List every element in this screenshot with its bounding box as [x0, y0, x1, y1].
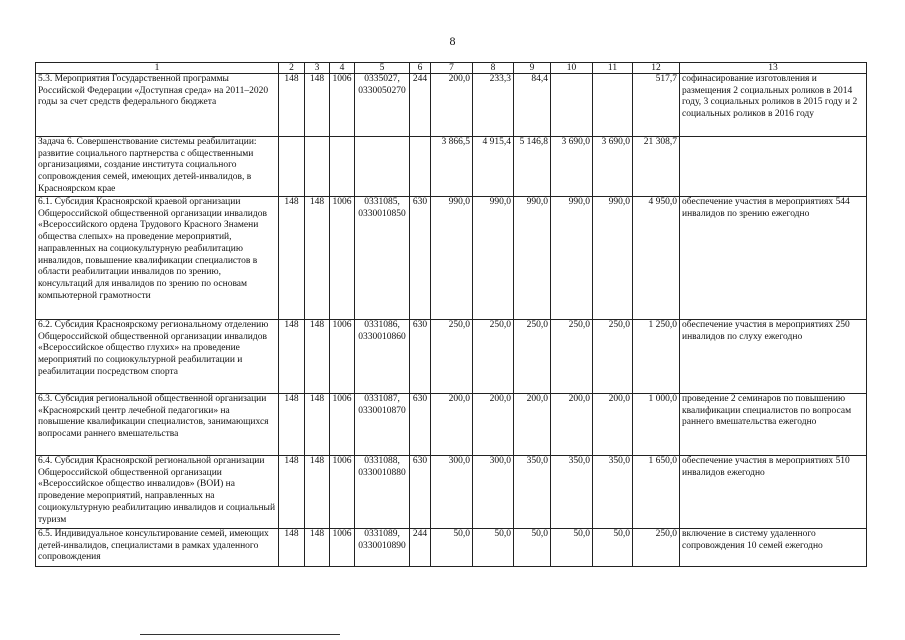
value-cell: 148 [305, 394, 330, 456]
value-cell: 200,0 [593, 394, 633, 456]
value-cell: 990,0 [473, 197, 514, 320]
result-cell: софинасирование изготовления и размещения 2 социальных роликов в 2014 году, 3 социальных роликов в 2015 году и 2 социальных роликов в 2016 году [680, 74, 867, 137]
table-row [36, 456, 867, 529]
value-cell [279, 137, 305, 197]
table-row [36, 394, 867, 456]
value-cell: 350,0 [593, 456, 633, 529]
value-cell: 250,0 [514, 320, 551, 394]
value-cell: 250,0 [593, 320, 633, 394]
value-cell: 3 690,0 [593, 137, 633, 197]
value-cell: 0331088, 0330010880 [355, 456, 410, 529]
value-cell: 630 [410, 197, 431, 320]
value-cell: 350,0 [551, 456, 593, 529]
column-number: 4 [330, 63, 355, 74]
value-cell: 148 [279, 529, 305, 567]
result-cell: проведение 2 семинаров по повышению квалификации специалистов по вопросам раннего вмешательства ежегодно [680, 394, 867, 456]
value-cell: 244 [410, 529, 431, 567]
value-cell: 200,0 [431, 394, 473, 456]
column-number: 12 [633, 63, 680, 74]
column-number-row [36, 63, 867, 74]
value-cell: 148 [279, 456, 305, 529]
value-cell: 1 650,0 [633, 456, 680, 529]
column-number: 7 [431, 63, 473, 74]
value-cell: 1006 [330, 74, 355, 137]
value-cell: 200,0 [431, 74, 473, 137]
table-row [36, 529, 867, 567]
activity-cell: 6.2. Субсидия Красноярскому региональному отделению Общероссийской общественной организации инвалидов «Всероссийское общество глухих» на проведение мероприятий по социокультурной реабилитации и реабилитации посредством спорта [36, 320, 279, 394]
value-cell [410, 137, 431, 197]
value-cell: 200,0 [473, 394, 514, 456]
column-number: 6 [410, 63, 431, 74]
value-cell: 5 146,8 [514, 137, 551, 197]
value-cell: 250,0 [551, 320, 593, 394]
value-cell: 148 [279, 197, 305, 320]
value-cell: 350,0 [514, 456, 551, 529]
result-cell [680, 137, 867, 197]
value-cell: 3 690,0 [551, 137, 593, 197]
value-cell: 50,0 [473, 529, 514, 567]
value-cell: 990,0 [431, 197, 473, 320]
value-cell: 233,3 [473, 74, 514, 137]
value-cell: 630 [410, 394, 431, 456]
value-cell: 148 [305, 197, 330, 320]
result-cell: обеспечение участия в мероприятиях 510 инвалидов ежегодно [680, 456, 867, 529]
column-number: 11 [593, 63, 633, 74]
value-cell: 0331085, 0330010850 [355, 197, 410, 320]
value-cell: 148 [305, 529, 330, 567]
column-number: 5 [355, 63, 410, 74]
value-cell: 1006 [330, 529, 355, 567]
result-cell: обеспечение участия в мероприятиях 250 инвалидов по слуху ежегодно [680, 320, 867, 394]
value-cell: 4 915,4 [473, 137, 514, 197]
value-cell: 84,4 [514, 74, 551, 137]
value-cell: 630 [410, 320, 431, 394]
value-cell: 0331086, 0330010860 [355, 320, 410, 394]
page-number: 8 [449, 34, 456, 48]
value-cell: 148 [305, 320, 330, 394]
activity-cell: 6.5. Индивидуальное консультирование семей, имеющих детей-инвалидов, специалистами в рамках удаленного сопровождения [36, 529, 279, 567]
activity-cell: 6.1. Субсидия Красноярской краевой организации Общероссийской общественной организации инвалидов «Всероссийского ордена Трудового Красного Знамени общества слепых» на проведение мероприятий, направленных на социокультурную реабилитацию инвалидов, повышение квалификации специалистов в области реабилитации инвалидов по зрению, консультаций для инвалидов по зрению по основам компьютерной грамотности [36, 197, 279, 320]
value-cell: 0331089, 0330010890 [355, 529, 410, 567]
value-cell: 250,0 [473, 320, 514, 394]
value-cell [330, 137, 355, 197]
value-cell: 1006 [330, 456, 355, 529]
value-cell: 148 [279, 74, 305, 137]
column-number: 10 [551, 63, 593, 74]
value-cell: 244 [410, 74, 431, 137]
program-table [35, 62, 867, 567]
table-row [36, 320, 867, 394]
value-cell: 50,0 [593, 529, 633, 567]
value-cell [593, 74, 633, 137]
column-number: 2 [279, 63, 305, 74]
value-cell: 50,0 [514, 529, 551, 567]
table-row [36, 74, 867, 137]
column-number: 13 [680, 63, 867, 74]
value-cell: 990,0 [551, 197, 593, 320]
table-row [36, 137, 867, 197]
value-cell: 250,0 [431, 320, 473, 394]
column-number: 9 [514, 63, 551, 74]
value-cell: 990,0 [514, 197, 551, 320]
footer-rule [140, 634, 340, 635]
value-cell: 148 [279, 320, 305, 394]
result-cell: обеспечение участия в мероприятиях 544 инвалидов по зрению ежегодно [680, 197, 867, 320]
value-cell: 148 [279, 394, 305, 456]
value-cell [305, 137, 330, 197]
value-cell: 3 866,5 [431, 137, 473, 197]
value-cell: 148 [305, 74, 330, 137]
value-cell: 1006 [330, 394, 355, 456]
result-cell: включение в систему удаленного сопровождения 10 семей ежегодно [680, 529, 867, 567]
value-cell: 630 [410, 456, 431, 529]
value-cell: 50,0 [551, 529, 593, 567]
value-cell [551, 74, 593, 137]
column-number: 1 [36, 63, 279, 74]
value-cell: 200,0 [551, 394, 593, 456]
column-number: 3 [305, 63, 330, 74]
value-cell: 200,0 [514, 394, 551, 456]
value-cell: 21 308,7 [633, 137, 680, 197]
activity-cell: 6.4. Субсидия Красноярской региональной организации Общероссийской общественной организации «Всероссийское общество инвалидов» (ВОИ) на проведение мероприятий, направленных на социокультурную реабилитацию инвалидов и социальный туризм [36, 456, 279, 529]
value-cell: 50,0 [431, 529, 473, 567]
value-cell: 1 250,0 [633, 320, 680, 394]
value-cell: 1 000,0 [633, 394, 680, 456]
value-cell: 4 950,0 [633, 197, 680, 320]
value-cell: 300,0 [473, 456, 514, 529]
value-cell: 990,0 [593, 197, 633, 320]
value-cell: 300,0 [431, 456, 473, 529]
table-row [36, 197, 867, 320]
value-cell: 1006 [330, 320, 355, 394]
activity-cell: Задача 6. Совершенствование системы реабилитации: развитие социального партнерства с общественными организациями, создание института социального сопровождения семей, имеющих детей-инвалидов, в Красноярском крае [36, 137, 279, 197]
value-cell: 148 [305, 456, 330, 529]
value-cell: 517,7 [633, 74, 680, 137]
value-cell: 0331087, 0330010870 [355, 394, 410, 456]
activity-cell: 5.3. Мероприятия Государственной программы Российской Федерации «Доступная среда» на 2011–2020 годы за счет средств федерального бюджета [36, 74, 279, 137]
value-cell [355, 137, 410, 197]
value-cell: 0335027, 0330050270 [355, 74, 410, 137]
value-cell: 1006 [330, 197, 355, 320]
column-number: 8 [473, 63, 514, 74]
activity-cell: 6.3. Субсидия региональной общественной организации «Красноярский центр лечебной педагогики» на повышение квалификации специалистов, занимающихся вопросами раннего вмешательства [36, 394, 279, 456]
value-cell: 250,0 [633, 529, 680, 567]
